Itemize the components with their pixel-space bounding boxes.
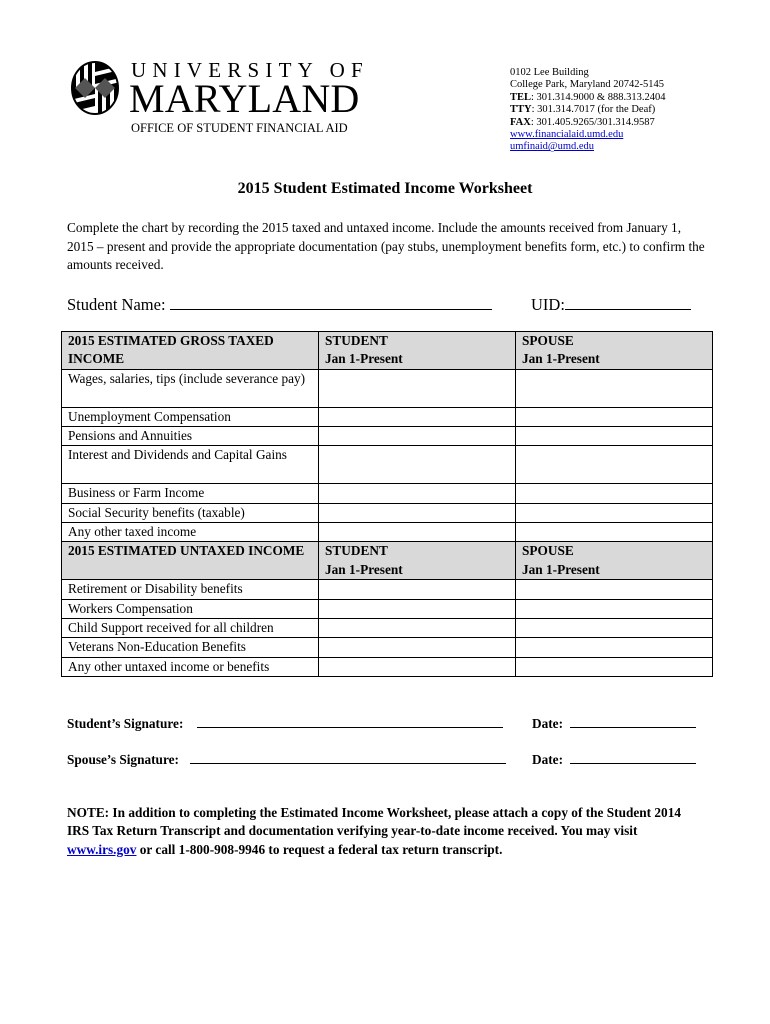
table-row	[62, 599, 713, 618]
spouse-amount-cell[interactable]	[516, 619, 713, 638]
spouse-signature-row	[67, 751, 506, 768]
student-amount-cell[interactable]	[319, 580, 516, 599]
row-label: Veterans Non-Education Benefits	[62, 638, 319, 657]
spouse-date-label: Date:	[532, 752, 564, 767]
student-date-label: Date:	[532, 716, 564, 731]
row-label: Wages, salaries, tips (include severance pay)	[62, 369, 319, 407]
tel-label: TEL	[510, 91, 532, 103]
student-amount-cell[interactable]	[319, 619, 516, 638]
student-amount-cell[interactable]	[319, 407, 516, 426]
note-text-2: . You may visit	[554, 823, 638, 839]
tel-value: : 301.314.9000 & 888.313.2404	[531, 91, 666, 103]
row-label: Any other untaxed income or benefits	[62, 657, 319, 676]
spouse-amount-cell[interactable]	[516, 503, 713, 522]
student-amount-cell[interactable]	[319, 657, 516, 676]
tty-value: : 301.314.7017 (for the Deaf)	[531, 104, 656, 116]
table-row	[62, 484, 713, 503]
note-paragraph	[67, 804, 697, 859]
row-label: Retirement or Disability benefits	[62, 580, 319, 599]
contact-block	[510, 67, 665, 154]
student-amount-cell[interactable]	[319, 638, 516, 657]
irs-link[interactable]: www.irs.gov	[67, 841, 137, 857]
student-amount-cell[interactable]	[319, 599, 516, 618]
maryland-wordmark: MARYLAND	[129, 76, 360, 121]
spouse-amount-cell[interactable]	[516, 427, 713, 446]
email-link[interactable]: umfinaid@umd.edu	[510, 141, 595, 153]
student-name-field[interactable]	[170, 294, 492, 310]
student-amount-cell[interactable]	[319, 369, 516, 407]
table-row	[62, 369, 713, 407]
spouse-amount-cell[interactable]	[516, 599, 713, 618]
spouse-amount-cell[interactable]	[516, 407, 713, 426]
spouse-col-title: SPOUSE	[522, 333, 574, 348]
table-row	[62, 638, 713, 657]
untaxed-header-label: 2015 ESTIMATED UNTAXED INCOME	[62, 542, 319, 580]
income-table	[61, 331, 713, 677]
fax-line	[510, 117, 665, 129]
untaxed-student-header	[319, 542, 516, 580]
row-label: Unemployment Compensation	[62, 407, 319, 426]
row-label: Social Security benefits (taxable)	[62, 503, 319, 522]
fax-label: FAX	[510, 116, 531, 128]
office-name: OFFICE OF STUDENT FINANCIAL AID	[131, 121, 348, 135]
row-label: Child Support received for all children	[62, 619, 319, 638]
student-amount-cell[interactable]	[319, 503, 516, 522]
student-col-period: Jan 1-Present	[325, 561, 403, 577]
uid-label: UID:	[531, 295, 565, 314]
taxed-student-header	[319, 332, 516, 370]
spouse-amount-cell[interactable]	[516, 369, 713, 407]
spouse-amount-cell[interactable]	[516, 657, 713, 676]
uid-field[interactable]	[565, 294, 691, 310]
table-row	[62, 523, 713, 542]
student-amount-cell[interactable]	[319, 523, 516, 542]
maryland-flag-seal-icon	[70, 60, 120, 116]
row-label: Workers Compensation	[62, 599, 319, 618]
student-col-title: STUDENT	[325, 543, 388, 559]
student-signature-label: Student’s Signature:	[67, 716, 184, 731]
spouse-col-title: SPOUSE	[522, 543, 574, 559]
spouse-signature-label: Spouse’s Signature:	[67, 752, 179, 767]
student-date-field[interactable]	[570, 715, 696, 728]
spouse-signature-field[interactable]	[190, 751, 506, 764]
spouse-amount-cell[interactable]	[516, 580, 713, 599]
student-col-period: Jan 1-Present	[325, 351, 403, 367]
table-row	[62, 657, 713, 676]
row-label: Any other taxed income	[62, 523, 319, 542]
student-date-row	[532, 715, 696, 732]
taxed-header-row	[62, 332, 713, 370]
row-label: Pensions and Annuities	[62, 427, 319, 446]
spouse-amount-cell[interactable]	[516, 638, 713, 657]
student-amount-cell[interactable]	[319, 446, 516, 484]
spouse-col-period: Jan 1-Present	[522, 351, 600, 367]
tel-line	[510, 92, 665, 104]
table-row	[62, 427, 713, 446]
address-line-1: 0102 Lee Building	[510, 67, 589, 78]
student-name-row	[67, 294, 492, 315]
fax-value: : 301.405.9265/301.314.9587	[530, 116, 655, 128]
student-amount-cell[interactable]	[319, 484, 516, 503]
page-title: 2015 Student Estimated Income Worksheet	[237, 180, 533, 197]
spouse-date-field[interactable]	[570, 751, 696, 764]
tty-label: TTY	[510, 104, 532, 116]
table-row	[62, 580, 713, 599]
spouse-amount-cell[interactable]	[516, 446, 713, 484]
table-row	[62, 619, 713, 638]
row-label: Interest and Dividends and Capital Gains	[62, 446, 319, 484]
spouse-col-period: Jan 1-Present	[522, 561, 600, 577]
address-line-2: College Park, Maryland 20742-5145	[510, 79, 664, 91]
table-row	[62, 407, 713, 426]
uid-row	[531, 294, 691, 315]
student-signature-row	[67, 715, 503, 732]
taxed-spouse-header	[516, 332, 713, 370]
table-row	[62, 446, 713, 484]
student-amount-cell[interactable]	[319, 427, 516, 446]
table-row	[62, 503, 713, 522]
taxed-header-label: 2015 ESTIMATED GROSS TAXED INCOME	[62, 332, 319, 370]
tty-line	[510, 104, 665, 116]
student-col-title: STUDENT	[325, 333, 388, 348]
row-label: Business or Farm Income	[62, 484, 319, 503]
website-link[interactable]: www.financialaid.umd.edu	[510, 129, 624, 141]
note-text-1: NOTE: In addition to completing the Estimated Income Worksheet, please attach a copy of the Student 2014 IRS Tax Return Transcript and documentation verifying year-to-date income received	[67, 805, 682, 839]
untaxed-spouse-header	[516, 542, 713, 580]
university-of-wordmark: UNIVERSITY OF	[131, 58, 369, 82]
spouse-amount-cell[interactable]	[516, 484, 713, 503]
student-signature-field[interactable]	[197, 715, 503, 728]
spouse-amount-cell[interactable]	[516, 523, 713, 542]
intro-paragraph: Complete the chart by recording the 2015 taxed and untaxed income. Include the amounts received from January 1, 2015 – present and provide the appropriate documentation (pay stubs, unemployment benefits form, etc.) to confirm the amounts received.	[67, 220, 705, 272]
untaxed-header-row	[62, 542, 713, 580]
student-name-label: Student Name:	[67, 295, 166, 314]
note-text-3: or call 1-800-908-9946 to request a federal tax return transcript.	[136, 841, 503, 857]
spouse-date-row	[532, 751, 696, 768]
